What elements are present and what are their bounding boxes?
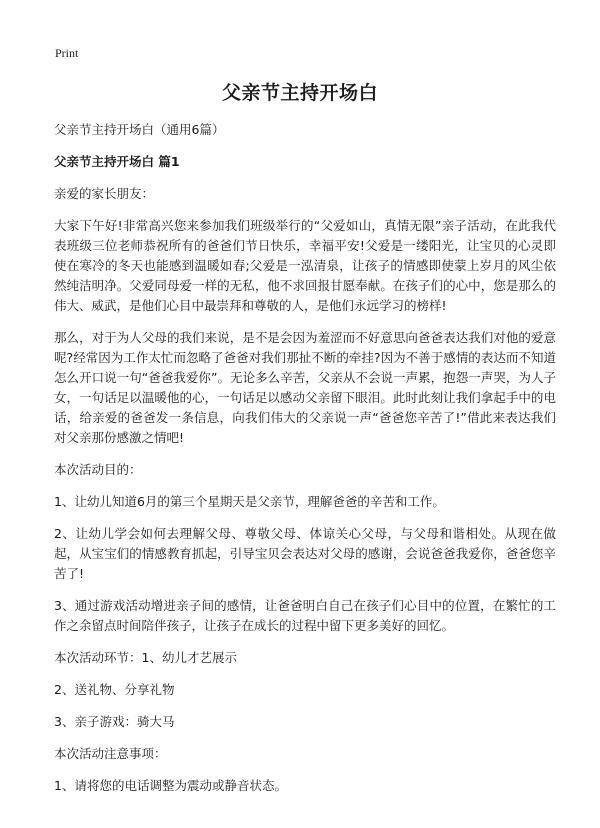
purpose-item: 3、通过游戏活动增进亲子间的感情，让爸爸明白自己在孩子们心目中的位置，在繁忙的工作之余留点时间陪伴孩子，让孩子在成长的过程中留下更多美好的回忆。 [54,598,556,633]
purpose-item: 2、让幼儿学会如何去理解父母、尊敬父母、体谅关心父母，与父母和谐相处。从现在做起，从宝宝们的情感教育抓起，引导宝贝会表达对父母的感谢，会说爸爸我爱你，爸爸您辛苦了! [54,526,556,581]
document-subtitle: 父亲节主持开场白（通用6篇） [54,122,225,137]
purpose-item: 1、让幼儿知道6月的第三个星期天是父亲节，理解爸爸的辛苦和工作。 [54,494,445,509]
step-item: 3、亲子游戏：骑大马 [54,714,175,729]
notes-heading: 本次活动注意事项： [54,746,167,761]
section-heading: 父亲节主持开场白 篇1 [54,154,180,169]
paragraph: 那么，对于为人父母的我们来说，是不是会因为羞涩而不好意思向爸爸表达我们对他的爱意呢?经常因为工作太忙而忽略了爸爸对我们那扯不断的牵挂?因为不善于感情的表达而不知道怎么开口说一句“爸爸我爱你”。无论多么辛苦，父亲从不会说一声累，抱怨一声哭，为人子女，一句话足以温暖他的心，一句话足以感动父亲留下眼泪。此时此刻让我们拿起手中的电话，给亲爱的爸爸发一条信息，向我们伟大的父亲说一声“爸爸您辛苦了!”借此来表达我们对父亲那份感激之情吧! [54,330,556,445]
page-title: 父亲节主持开场白 [221,82,378,104]
purpose-heading: 本次活动目的： [54,462,142,477]
steps-heading: 本次活动环节：1、幼儿才艺展示 [54,650,237,665]
step-item: 2、送礼物、分享礼物 [54,682,175,697]
note-item: 1、请将您的电话调整为震动或静音状态。 [54,778,287,793]
paragraph: 大家下午好!非常高兴您来参加我们班级举行的“父爱如山，真情无限”亲子活动，在此我代表班级三位老师恭祝所有的爸爸们节日快乐，幸福平安!父爱是一缕阳光，让宝贝的心灵即使在寒冷的冬天也能感到温暖如春;父爱是一泓清泉，让孩子的情感即使蒙上岁月的风尘依然纯洁明净。父爱同母爱一样的无私，他不求回报甘愿奉献。在孩子们的心中，您是那么的伟大、威武，是他们心目中最崇拜和尊敬的人，是他们永远学习的榜样! [54,218,556,313]
print-link[interactable]: Print [55,46,79,60]
greeting: 亲爱的家长朋友： [54,186,155,201]
document-body [54,120,556,808]
